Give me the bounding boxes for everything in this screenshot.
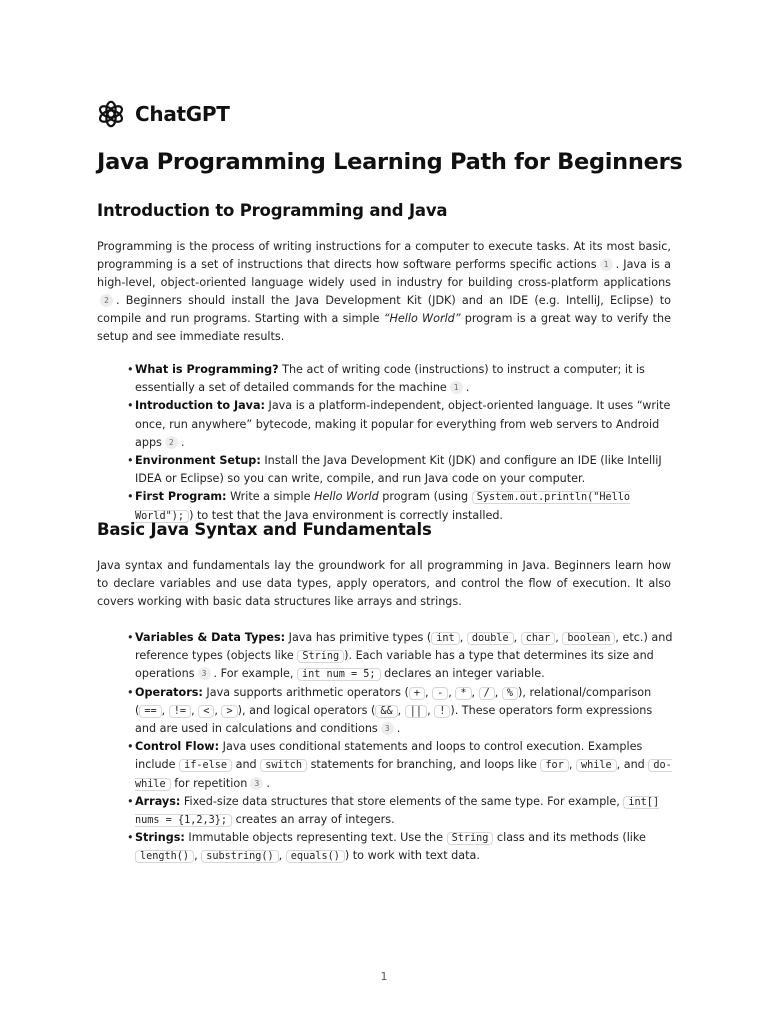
inline-code: && xyxy=(375,705,397,718)
inline-code: do-while xyxy=(135,760,672,790)
intro-paragraph: Programming is the process of writing instructions for a computer to execute tasks. At its most basic, programming is a set of instructions that directs how software performs specific actions 1 . Java is a high-level, object-oriented language widely used in industry for building cross-platform applications2 . Beginners should install the Java Development Kit (JDK) and an IDE (e.g. IntelliJ, Eclipse) to compile and run programs. Starting with a simple “Hello World” program is a great way to verify the setup and see immediate results. xyxy=(97,240,671,343)
inline-code: % xyxy=(502,687,518,700)
inline-code: > xyxy=(221,705,237,718)
inline-code: ! xyxy=(434,705,450,718)
inline-code: substring() xyxy=(201,850,278,863)
citation-badge[interactable]: 2 xyxy=(100,294,113,307)
inline-code: char xyxy=(521,632,556,645)
citation-badge[interactable]: 1 xyxy=(450,381,463,394)
page-number: 1 xyxy=(380,970,388,983)
inline-code: * xyxy=(455,687,471,700)
section-heading-intro: Introduction to Programming and Java xyxy=(97,201,448,220)
inline-code: double xyxy=(467,632,514,645)
inline-code: while xyxy=(576,759,617,772)
inline-code: length() xyxy=(135,850,194,863)
citation-badge[interactable]: 1 xyxy=(600,258,613,271)
intro-bullet-list xyxy=(135,361,675,525)
page-title: Java Programming Learning Path for Beginners xyxy=(97,149,683,175)
citation-badge[interactable]: 3 xyxy=(198,667,211,680)
inline-code: String xyxy=(297,650,344,663)
inline-code: boolean xyxy=(562,632,615,645)
inline-code: != xyxy=(169,705,191,718)
inline-code: int xyxy=(431,632,459,645)
inline-code: switch xyxy=(260,759,307,772)
inline-code: < xyxy=(198,705,214,718)
inline-code: + xyxy=(409,687,425,700)
citation-badge[interactable]: 2 xyxy=(165,436,178,449)
inline-code: / xyxy=(479,687,495,700)
list-item-intro-to-java: • Introduction to Java: Java is a platform-independent, object-oriented language. It uses “write once, run anywhere” bytecode, making it popular for everything from web servers to Android apps 2 . xyxy=(135,397,675,452)
inline-code: if-else xyxy=(179,759,232,772)
list-item-arrays: • Arrays: Fixed-size data structures that store elements of the same type. For example, int[] nums = {1,2,3}; creates an array of integers. xyxy=(135,793,675,829)
inline-code: equals() xyxy=(286,850,345,863)
brand-name: ChatGPT xyxy=(135,102,230,126)
citation-badge[interactable]: 3 xyxy=(381,722,394,735)
list-item-operators: • Operators: Java supports arithmetic operators ( + , - , * , / , % ), relational/comparison ( == , != , < , > ), and logical operators ( && , || , ! ). These operators form expressions and are used in calculations and conditions 3 . xyxy=(135,684,675,739)
inline-code: - xyxy=(432,687,448,700)
openai-logo-icon xyxy=(97,100,125,128)
list-item-environment-setup: • Environment Setup: Install the Java Development Kit (JDK) and configure an IDE (like IntelliJ IDEA or Eclipse) so you can write, compile, and run Java code on your computer. xyxy=(135,452,675,488)
syntax-paragraph: Java syntax and fundamentals lay the groundwork for all programming in Java. Beginners learn how to declare variables and use data types, apply operators, and control the flow of execution. It also covers working with basic data structures like arrays and strings. xyxy=(97,559,671,608)
inline-code: String xyxy=(447,832,494,845)
list-item-variables-data-types: • Variables & Data Types: Java has primitive types ( int , double , char , boolean , etc.) and reference types (objects like String ). Each variable has a type that determines its size and operations 3 . For example, int num = 5; declares an integer variable. xyxy=(135,629,675,684)
inline-code: for xyxy=(540,759,568,772)
list-item-strings: • Strings: Immutable objects representing text. Use the String class and its methods (like length() , substring() , equals() ) to work with text data. xyxy=(135,829,675,865)
brand-header xyxy=(97,100,230,128)
list-item-control-flow: • Control Flow: Java uses conditional statements and loops to control execution. Examples include if-else and switch statements for branching, and loops like for , while , and do-while for repetition 3 . xyxy=(135,738,675,793)
inline-code: System.out.println("Hello World"); xyxy=(135,492,631,522)
section-heading-syntax: Basic Java Syntax and Fundamentals xyxy=(97,520,432,539)
inline-code: int[] nums = {1,2,3}; xyxy=(135,796,660,827)
syntax-bullet-list xyxy=(135,629,675,866)
inline-code: == xyxy=(139,705,161,718)
inline-code: || xyxy=(405,705,427,718)
list-item-what-is-programming: • What is Programming? The act of writing code (instructions) to instruct a computer; it is essentially a set of detailed commands for the machine 1 . xyxy=(135,361,675,397)
list-item-first-program: • First Program: Write a simple Hello World program (using System.out.println("Hello World"); ) to test that the Java environment is correctly installed. xyxy=(135,488,675,524)
inline-code: int num = 5; xyxy=(297,668,381,681)
citation-badge[interactable]: 3 xyxy=(250,777,263,790)
